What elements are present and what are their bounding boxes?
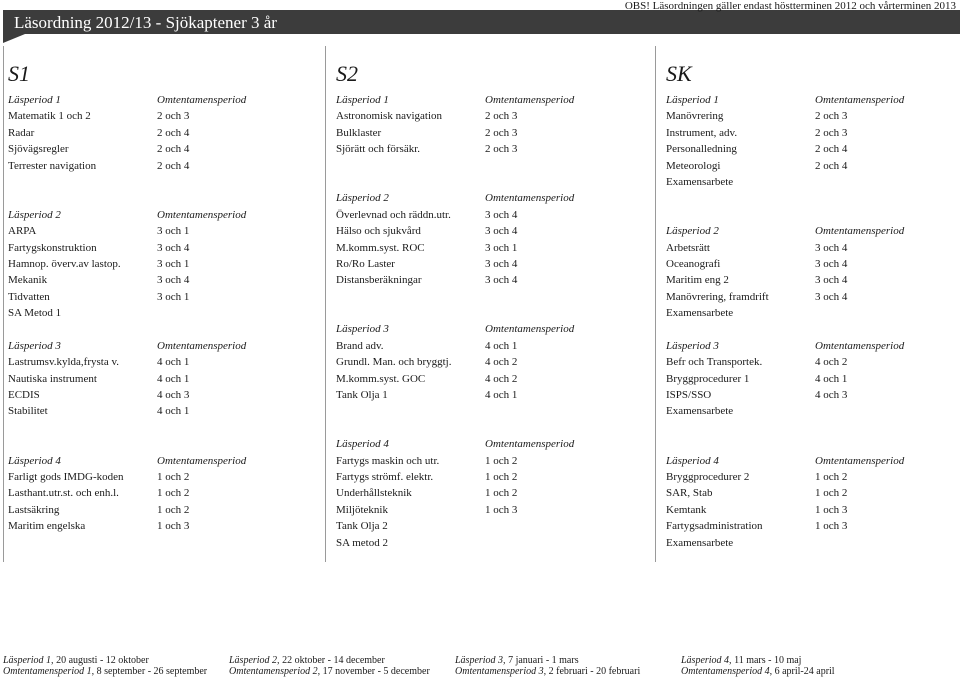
course-name: Instrument, adv. xyxy=(666,126,738,139)
course-name: Arbetsrätt xyxy=(666,241,710,254)
group-name: SK xyxy=(666,61,692,86)
retake-periods: 2 och 4 xyxy=(157,126,190,139)
footer-period-2: Läsperiod 2, 22 oktober - 14 december Omtentamensperiod 2, 17 november - 5 december xyxy=(229,655,430,677)
period-header-row xyxy=(666,338,956,354)
spacer xyxy=(336,420,636,436)
course-name: Hamnop. överv.av lastop. xyxy=(8,257,121,270)
course-row xyxy=(8,108,308,124)
course-name: Lasthant.utr.st. och enh.l. xyxy=(8,487,119,500)
retake-periods: 1 och 2 xyxy=(485,470,518,483)
group-name: S2 xyxy=(336,61,358,86)
course-name: Lastrumsv.kylda,frysta v. xyxy=(8,356,119,369)
course-name: Ro/Ro Laster xyxy=(336,257,395,270)
course-name: Överlevnad och räddn.utr. xyxy=(336,208,451,221)
course-row xyxy=(336,338,636,354)
course-name: Examensarbete xyxy=(666,405,734,418)
period-label: Läsperiod 4 xyxy=(666,454,719,467)
course-name: Grundl. Man. och bryggtj. xyxy=(336,356,452,369)
course-row xyxy=(336,469,636,485)
retake-periods: 2 och 3 xyxy=(485,126,518,139)
retake-periods: 3 och 1 xyxy=(157,225,190,238)
retake-header: Omtentamensperiod xyxy=(157,208,247,221)
retake-periods: 3 och 4 xyxy=(485,208,518,221)
course-name: Matematik 1 och 2 xyxy=(8,110,91,123)
course-name: Kemtank xyxy=(666,503,707,516)
course-name: Manövrering, framdrift xyxy=(666,290,769,303)
course-row xyxy=(336,453,636,469)
retake-periods: 1 och 2 xyxy=(157,487,190,500)
course-name: Examensarbete xyxy=(666,536,734,549)
period-label: Läsperiod 2 xyxy=(336,192,389,205)
course-row xyxy=(666,387,956,403)
column-divider xyxy=(3,46,4,562)
period-label: Läsperiod 4 xyxy=(336,438,389,451)
period-label: Läsperiod 3 xyxy=(666,339,719,352)
retake-periods: 2 och 4 xyxy=(157,159,190,172)
course-row xyxy=(8,141,308,157)
course-row xyxy=(336,371,636,387)
retake-header: Omtentamensperiod xyxy=(157,339,247,352)
page-header xyxy=(0,0,960,44)
course-row xyxy=(8,305,308,321)
column-sk xyxy=(666,60,956,551)
course-row xyxy=(336,272,636,288)
period-header-row xyxy=(8,453,308,469)
retake-periods: 1 och 2 xyxy=(815,487,848,500)
retake-header: Omtentamensperiod xyxy=(815,339,905,352)
course-row xyxy=(666,125,956,141)
course-row xyxy=(8,518,308,534)
course-name: Manövrering xyxy=(666,110,724,123)
retake-header: Omtentamensperiod xyxy=(485,94,575,106)
course-row xyxy=(666,403,956,419)
period-label: Läsperiod 1 xyxy=(8,94,61,106)
course-row xyxy=(8,289,308,305)
course-name: M.komm.syst. GOC xyxy=(336,372,426,385)
course-name: Examensarbete xyxy=(666,307,734,320)
column-divider xyxy=(325,46,326,562)
spacer xyxy=(336,174,636,190)
course-row xyxy=(666,354,956,370)
period-label: Läsperiod 1 xyxy=(336,94,389,106)
retake-periods: 4 och 2 xyxy=(485,372,518,385)
retake-periods: 1 och 3 xyxy=(485,503,518,516)
course-row xyxy=(336,535,636,551)
spacer xyxy=(666,436,956,452)
course-name: Maritim eng 2 xyxy=(666,274,729,287)
spacer xyxy=(8,174,308,190)
spacer xyxy=(666,207,956,223)
course-row xyxy=(8,256,308,272)
course-row xyxy=(8,502,308,518)
page-title: Läsordning 2012/13 - Sjökaptener 3 år xyxy=(14,13,277,32)
retake-header: Omtentamensperiod xyxy=(815,225,905,238)
notice-text: OBS! Läsordningen gäller endast höstterminen 2012 och vårterminen 2013 xyxy=(624,0,956,12)
course-name: Miljöteknik xyxy=(336,503,388,516)
course-row xyxy=(336,240,636,256)
retake-periods: 1 och 2 xyxy=(485,487,518,500)
course-name: Mekanik xyxy=(8,274,48,287)
period-header-row xyxy=(8,338,308,354)
course-name: Tank Olja 1 xyxy=(336,389,388,402)
course-name: Fartygs maskin och utr. xyxy=(336,454,440,467)
course-name: Bulklaster xyxy=(336,126,382,139)
course-row xyxy=(666,174,956,190)
course-row xyxy=(666,485,956,501)
course-name: Fartygs strömf. elektr. xyxy=(336,470,434,483)
spacer xyxy=(8,420,308,436)
retake-periods: 2 och 4 xyxy=(815,159,848,172)
course-row xyxy=(336,207,636,223)
retake-header: Omtentamensperiod xyxy=(815,454,905,467)
course-name: SA metod 2 xyxy=(336,536,388,549)
retake-periods: 3 och 4 xyxy=(815,241,848,254)
course-name: Farligt gods IMDG-koden xyxy=(8,470,124,483)
course-row xyxy=(666,371,956,387)
course-row xyxy=(336,485,636,501)
course-name: Meteorologi xyxy=(666,159,721,172)
period-header-row xyxy=(336,190,636,206)
spacer xyxy=(336,403,636,419)
period-header-row xyxy=(666,223,956,239)
course-row xyxy=(8,469,308,485)
course-row xyxy=(8,354,308,370)
retake-periods: 1 och 3 xyxy=(157,520,190,533)
retake-periods: 2 och 3 xyxy=(815,110,848,123)
course-name: Sjörätt och försäkr. xyxy=(336,143,421,156)
course-row xyxy=(8,240,308,256)
course-row xyxy=(336,354,636,370)
course-row xyxy=(8,387,308,403)
retake-periods: 4 och 2 xyxy=(815,356,848,369)
column-divider xyxy=(655,46,656,562)
retake-periods: 3 och 4 xyxy=(157,274,190,287)
spacer xyxy=(666,420,956,436)
spacer xyxy=(336,158,636,174)
retake-periods: 4 och 1 xyxy=(157,372,190,385)
period-label: Läsperiod 2 xyxy=(666,225,719,238)
course-name: Sjövägsregler xyxy=(8,143,69,156)
course-row xyxy=(666,305,956,321)
period-header-row xyxy=(8,207,308,223)
retake-periods: 1 och 3 xyxy=(815,503,848,516)
retake-periods: 3 och 4 xyxy=(485,257,518,270)
retake-periods: 4 och 1 xyxy=(157,405,190,418)
course-row xyxy=(8,272,308,288)
retake-periods: 3 och 4 xyxy=(485,225,518,238)
course-row xyxy=(666,141,956,157)
title-bar-wedge xyxy=(3,34,25,43)
spacer xyxy=(336,289,636,305)
retake-periods: 1 och 2 xyxy=(157,503,190,516)
course-name: SA Metod 1 xyxy=(8,307,62,320)
footer-period-1: Läsperiod 1, 20 augusti - 12 oktober Omtentamensperiod 1, 8 september - 26 september xyxy=(3,655,208,677)
course-name: Nautiska instrument xyxy=(8,372,97,385)
period-label: Läsperiod 3 xyxy=(336,323,389,336)
course-name: Tank Olja 2 xyxy=(336,520,388,533)
spacer xyxy=(666,321,956,337)
course-row xyxy=(8,223,308,239)
course-name: Underhållsteknik xyxy=(336,487,412,500)
course-row xyxy=(666,108,956,124)
course-name: Astronomisk navigation xyxy=(336,110,443,123)
course-name: Stabilitet xyxy=(8,405,48,418)
course-name: Distansberäkningar xyxy=(336,274,422,287)
course-name: Bryggprocedurer 1 xyxy=(666,372,750,385)
retake-header: Omtentamensperiod xyxy=(157,94,247,106)
retake-periods: 4 och 1 xyxy=(485,389,518,402)
course-name: Terrester navigation xyxy=(8,159,97,172)
course-name: Radar xyxy=(8,126,35,139)
course-row xyxy=(336,125,636,141)
retake-periods: 3 och 1 xyxy=(485,241,518,254)
column-s1 xyxy=(8,60,308,535)
course-name: Personalledning xyxy=(666,143,737,156)
course-name: Oceanografi xyxy=(666,257,721,270)
course-row xyxy=(336,256,636,272)
course-name: Hälso och sjukvård xyxy=(336,225,421,238)
course-name: SAR, Stab xyxy=(666,487,713,500)
spacer xyxy=(8,436,308,452)
course-row xyxy=(336,223,636,239)
retake-header: Omtentamensperiod xyxy=(485,323,575,336)
retake-periods: 1 och 2 xyxy=(485,454,518,467)
course-name: ARPA xyxy=(8,225,37,238)
spacer xyxy=(336,305,636,321)
retake-periods: 4 och 3 xyxy=(157,389,190,402)
retake-periods: 3 och 4 xyxy=(815,274,848,287)
course-name: Examensarbete xyxy=(666,175,734,188)
retake-periods: 2 och 3 xyxy=(157,110,190,123)
course-name: ECDIS xyxy=(8,389,40,402)
course-row xyxy=(336,141,636,157)
period-header-row xyxy=(666,92,956,108)
course-row xyxy=(666,158,956,174)
course-name: Lastsäkring xyxy=(8,503,60,516)
retake-periods: 4 och 1 xyxy=(157,356,190,369)
retake-header: Omtentamensperiod xyxy=(815,94,905,106)
course-row xyxy=(336,502,636,518)
retake-periods: 3 och 4 xyxy=(815,257,848,270)
course-row xyxy=(336,518,636,534)
period-header-row xyxy=(8,92,308,108)
period-label: Läsperiod 3 xyxy=(8,339,61,352)
course-name: Brand adv. xyxy=(336,339,384,352)
course-name: M.komm.syst. ROC xyxy=(336,241,425,254)
course-row xyxy=(666,518,956,534)
retake-periods: 3 och 4 xyxy=(485,274,518,287)
retake-periods: 3 och 4 xyxy=(157,241,190,254)
course-row xyxy=(666,256,956,272)
retake-periods: 2 och 4 xyxy=(157,143,190,156)
course-name: Fartygskonstruktion xyxy=(8,241,97,254)
course-name: Bryggprocedurer 2 xyxy=(666,470,750,483)
course-name: Maritim engelska xyxy=(8,520,86,533)
course-row xyxy=(666,502,956,518)
retake-periods: 1 och 3 xyxy=(815,520,848,533)
retake-periods: 4 och 1 xyxy=(485,339,518,352)
course-row xyxy=(8,485,308,501)
period-label: Läsperiod 4 xyxy=(8,454,61,467)
retake-periods: 2 och 4 xyxy=(815,143,848,156)
course-row xyxy=(336,108,636,124)
retake-periods: 2 och 3 xyxy=(815,126,848,139)
retake-periods: 2 och 3 xyxy=(485,143,518,156)
course-name: Tidvatten xyxy=(8,290,50,303)
spacer xyxy=(666,190,956,206)
course-row xyxy=(666,272,956,288)
period-label: Läsperiod 2 xyxy=(8,208,61,221)
footer-period-3: Läsperiod 3, 7 januari - 1 mars Omtentamensperiod 3, 2 februari - 20 februari xyxy=(455,655,641,677)
course-row xyxy=(666,535,956,551)
period-label: Läsperiod 1 xyxy=(666,94,719,106)
period-header-row xyxy=(336,321,636,337)
period-header-row xyxy=(666,453,956,469)
course-row xyxy=(8,158,308,174)
course-row xyxy=(8,403,308,419)
retake-periods: 1 och 2 xyxy=(815,470,848,483)
course-row xyxy=(336,387,636,403)
course-row xyxy=(8,371,308,387)
column-s2 xyxy=(336,60,636,551)
retake-periods: 2 och 3 xyxy=(485,110,518,123)
spacer xyxy=(8,321,308,337)
group-name: S1 xyxy=(8,61,30,86)
retake-periods: 3 och 4 xyxy=(815,290,848,303)
spacer xyxy=(8,190,308,206)
retake-header: Omtentamensperiod xyxy=(485,438,575,451)
course-name: Fartygsadministration xyxy=(666,520,763,533)
retake-periods: 4 och 2 xyxy=(485,356,518,369)
course-name: ISPS/SSO xyxy=(666,389,712,402)
retake-periods: 1 och 2 xyxy=(157,470,190,483)
period-header-row xyxy=(336,436,636,452)
retake-periods: 4 och 3 xyxy=(815,389,848,402)
retake-periods: 4 och 1 xyxy=(815,372,848,385)
course-row xyxy=(666,240,956,256)
course-row xyxy=(8,125,308,141)
period-header-row xyxy=(336,92,636,108)
retake-periods: 3 och 1 xyxy=(157,290,190,303)
course-name: Befr och Transportek. xyxy=(666,356,763,369)
footer-period-4: Läsperiod 4, 11 mars - 10 maj Omtentamensperiod 4, 6 april-24 april xyxy=(681,655,835,677)
course-row xyxy=(666,289,956,305)
retake-header: Omtentamensperiod xyxy=(485,192,575,205)
retake-periods: 3 och 1 xyxy=(157,257,190,270)
retake-header: Omtentamensperiod xyxy=(157,454,247,467)
course-row xyxy=(666,469,956,485)
